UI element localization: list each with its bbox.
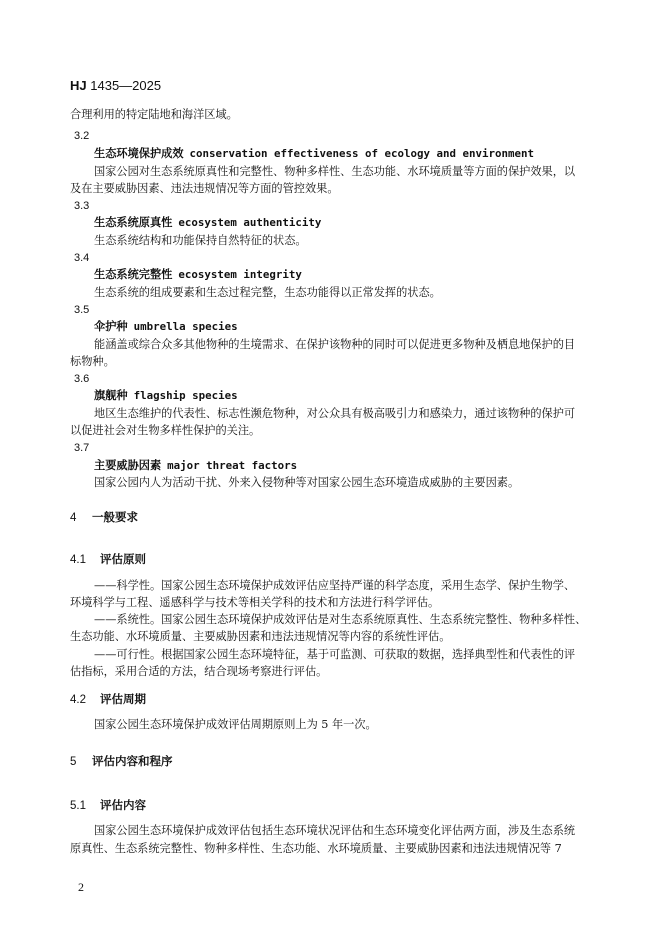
section-number: 4.1 (70, 554, 86, 566)
principle-paragraph: ——系统性。国家公园生态环境保护成效评估是对生态系统原真性、生态系统完整性、物种多样性、 (94, 613, 587, 626)
standard-header (70, 78, 161, 93)
section-number: 4.2 (70, 694, 86, 706)
section-title: 评估周期 (100, 692, 146, 706)
section-title: 评估内容 (100, 798, 146, 812)
principle-paragraph: ——可行性。根据国家公园生态环境特征，基于可监测、可获取的数据，选择典型性和代表性的评 (94, 648, 576, 661)
term-zh: 生态环境保护成效 (94, 147, 184, 160)
standard-code: 1435—2025 (90, 78, 162, 93)
term-title (94, 214, 321, 232)
term-number: 3.2 (74, 130, 90, 142)
principle-paragraph-cont: 估指标，采用合适的方法，结合现场考察进行评估。 (70, 665, 328, 678)
principle-paragraph-cont: 生态功能、水环境质量、主要威胁因素和违法违规情况等内容的系统性评估。 (70, 630, 451, 643)
term-title (94, 457, 297, 475)
term-title (94, 145, 534, 163)
term-zh: 伞护种 (94, 320, 128, 333)
period-paragraph: 国家公园生态环境保护成效评估周期原则上为 5 年一次。 (94, 718, 377, 731)
section-title: 评估原则 (100, 552, 146, 566)
section-title: 一般要求 (92, 510, 138, 524)
section-number: 5.1 (70, 800, 86, 812)
term-number: 3.6 (74, 373, 90, 385)
content-paragraph-cont: 原真性、生态系统完整性、物种多样性、生态功能、水环境质量、主要威胁因素和违法违规情况等 7 (70, 842, 562, 855)
subsection-heading (70, 796, 146, 815)
term-en: major threat factors (167, 459, 298, 472)
term-number: 3.7 (74, 442, 90, 454)
principle-paragraph: ——科学性。国家公园生态环境保护成效评估应坚持严谨的科学态度，采用生态学、保护生物学、 (94, 579, 576, 592)
section-title: 评估内容和程序 (92, 754, 173, 768)
term-definition-cont: 及在主要威胁因素、违法违规情况等方面的管控效果。 (70, 182, 339, 195)
term-number: 3.4 (74, 252, 90, 264)
term-definition: 生态系统的组成要素和生态过程完整，生态功能得以正常发挥的状态。 (94, 286, 441, 299)
subsection-heading (70, 550, 146, 569)
term-title (94, 387, 238, 405)
section-heading (70, 508, 138, 527)
section-number: 5 (70, 756, 77, 768)
standard-prefix: HJ (70, 78, 87, 93)
term-definition: 能涵盖或综合众多其他物种的生境需求、在保护该物种的同时可以促进更多物种及栖息地保护的目 (94, 338, 576, 351)
term-title (94, 318, 238, 336)
term-definition-cont: 以促进社会对生物多样性保护的关注。 (70, 424, 261, 437)
term-zh: 旗舰种 (94, 389, 128, 402)
term-en: flagship species (133, 389, 238, 402)
term-en: conservation effectiveness of ecology and environment (189, 147, 535, 160)
term-definition: 国家公园对生态系统原真性和完整性、物种多样性、生态功能、水环境质量等方面的保护效果，以 (94, 165, 576, 178)
intro-tail: 合理利用的特定陆地和海洋区域。 (70, 108, 238, 121)
section-number: 4 (70, 512, 77, 524)
term-zh: 生态系统原真性 (94, 216, 173, 229)
content-paragraph: 国家公园生态环境保护成效评估包括生态环境状况评估和生态环境变化评估两方面，涉及生态系统 (94, 824, 576, 837)
term-en: ecosystem authenticity (178, 216, 322, 229)
page-number: 2 (78, 880, 84, 894)
term-title (94, 266, 302, 284)
term-zh: 生态系统完整性 (94, 268, 173, 281)
term-definition-cont: 标物种。 (70, 355, 115, 368)
term-definition: 地区生态维护的代表性、标志性濒危物种，对公众具有极高吸引力和感染力，通过该物种的保护可 (94, 407, 576, 420)
subsection-heading (70, 690, 146, 709)
principle-paragraph-cont: 环境科学与工程、遥感科学与技术等相关学科的技术和方法进行科学评估。 (70, 596, 440, 609)
term-en: umbrella species (133, 320, 238, 333)
term-definition: 国家公园内人为活动干扰、外来入侵物种等对国家公园生态环境造成威胁的主要因素。 (94, 476, 520, 489)
term-en: ecosystem integrity (178, 268, 302, 281)
section-heading (70, 752, 173, 771)
term-number: 3.5 (74, 304, 90, 316)
term-zh: 主要威胁因素 (94, 459, 162, 472)
term-definition: 生态系统结构和功能保持自然特征的状态。 (94, 234, 307, 247)
term-number: 3.3 (74, 200, 90, 212)
